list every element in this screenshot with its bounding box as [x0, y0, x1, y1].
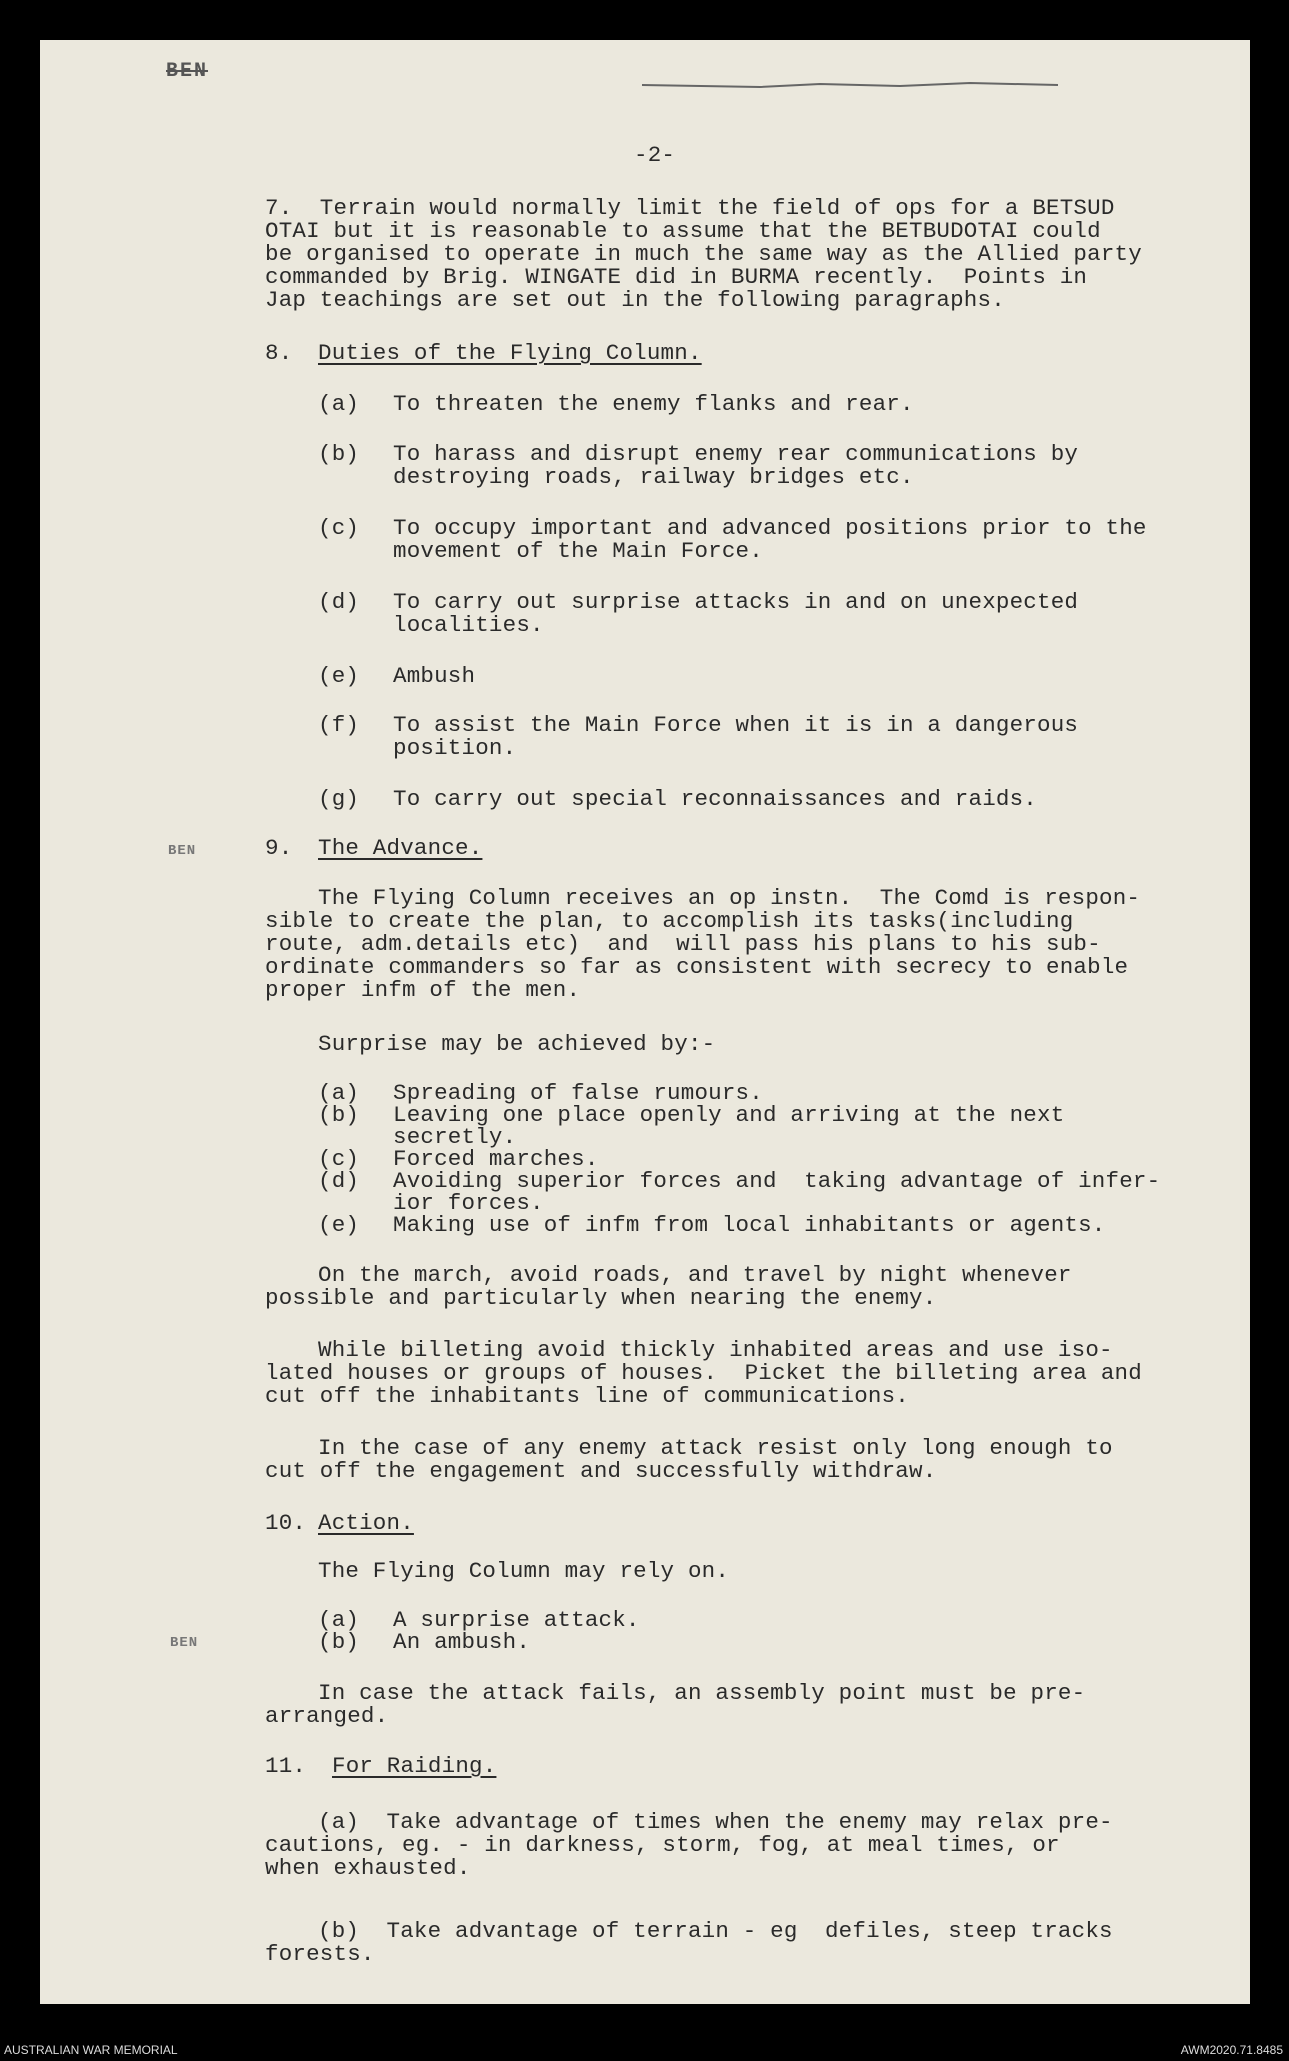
paragraph-line: Jap teachings are set out in the following paragraphs. [265, 287, 1005, 313]
paragraph-line: The Flying Column may rely on. [318, 1558, 730, 1584]
document-page [40, 40, 1250, 2004]
paragraph-line: The Flying Column receives an op instn. The Comd is respon- [318, 885, 1141, 911]
item-text: Spreading of false rumours. [393, 1080, 763, 1106]
section-heading: Duties of the Flying Column. [318, 340, 702, 366]
margin-stamp: BEN [168, 843, 197, 859]
item-text: Avoiding superior forces and taking advantage of infer- [393, 1168, 1161, 1194]
section-number: 11. [265, 1753, 307, 1779]
section-number: 8. [265, 340, 293, 366]
paragraph-line: Surprise may be achieved by:- [318, 1031, 716, 1057]
paragraph-line: (a) Take advantage of times when the enemy may relax pre- [318, 1809, 1113, 1835]
item-label: (e) [318, 663, 360, 689]
paragraph-line: proper infm of the men. [265, 977, 581, 1003]
paragraph-line: cut off the engagement and successfully withdraw. [265, 1458, 937, 1484]
footer-source: AUSTRALIAN WAR MEMORIAL [4, 2043, 178, 2057]
archive-footer [0, 2039, 1289, 2061]
item-label: (c) [318, 515, 360, 541]
item-label: (c) [318, 1146, 360, 1172]
paragraph-line: cut off the inhabitants line of communications. [265, 1383, 910, 1409]
item-text: position. [393, 735, 517, 761]
paragraph-line: ordinate commanders so far as consistent with secrecy to enable [265, 954, 1129, 980]
item-label: (b) [318, 1102, 360, 1128]
item-text: movement of the Main Force. [393, 538, 763, 564]
section-heading: For Raiding. [332, 1753, 497, 1779]
paragraph-line: arranged. [265, 1703, 389, 1729]
margin-stamp: BEN [170, 1635, 199, 1651]
item-text: To occupy important and advanced positions prior to the [393, 515, 1147, 541]
item-label: (d) [318, 1168, 360, 1194]
item-text: To carry out surprise attacks in and on unexpected [393, 589, 1079, 615]
item-label: (b) [318, 1629, 360, 1655]
page-number: -2- [634, 142, 676, 168]
paragraph-line: cautions, eg. - in darkness, storm, fog, at meal times, or [265, 1832, 1060, 1858]
item-label: (e) [318, 1212, 360, 1238]
paragraph-line: when exhausted. [265, 1855, 471, 1881]
section-heading: The Advance. [318, 835, 483, 861]
paragraph-line: route, adm.details etc) and will pass his plans to his sub- [265, 931, 1101, 957]
footer-accession-number: AWM2020.71.8485 [1180, 2043, 1283, 2057]
paragraph-line: commanded by Brig. WINGATE did in BURMA recently. Points in [265, 264, 1088, 290]
item-text: Leaving one place openly and arriving at the next [393, 1102, 1065, 1128]
paragraph-line: In case the attack fails, an assembly point must be pre- [318, 1680, 1086, 1706]
top-stamp: BEN [166, 60, 209, 83]
paragraph-line: be organised to operate in much the same way as the Allied party [265, 241, 1142, 267]
item-label: (d) [318, 589, 360, 615]
paragraph-line: possible and particularly when nearing the enemy. [265, 1285, 937, 1311]
item-text: To assist the Main Force when it is in a dangerous [393, 712, 1079, 738]
item-text: ior forces. [393, 1190, 544, 1216]
paragraph-line: forests. [265, 1941, 375, 1967]
section-heading: Action. [318, 1510, 414, 1536]
paragraph-line: OTAI but it is reasonable to assume that the BETBUDOTAI could [265, 218, 1101, 244]
item-text: Ambush [393, 663, 476, 689]
paragraph-line: On the march, avoid roads, and travel by night whenever [318, 1262, 1072, 1288]
item-label: (a) [318, 1080, 360, 1106]
paragraph-line: lated houses or groups of houses. Picket the billeting area and [265, 1360, 1142, 1386]
paragraph-line: While billeting avoid thickly inhabited areas and use iso- [318, 1337, 1113, 1363]
item-text: secretly. [393, 1124, 517, 1150]
item-text: localities. [393, 612, 544, 638]
paragraph-line: 7. Terrain would normally limit the field of ops for a BETSUD [265, 195, 1115, 221]
item-label: (f) [318, 712, 360, 738]
paragraph-line: (b) Take advantage of terrain - eg defiles, steep tracks [318, 1918, 1113, 1944]
section-number: 10. [265, 1510, 307, 1536]
section-number: 9. [265, 835, 293, 861]
pencil-scratch [640, 75, 1060, 93]
item-text: destroying roads, railway bridges etc. [393, 464, 914, 490]
item-text: A surprise attack. [393, 1607, 640, 1633]
paragraph-line: sible to create the plan, to accomplish its tasks(including [265, 908, 1074, 934]
item-text: To harass and disrupt enemy rear communications by [393, 441, 1079, 467]
item-label: (a) [318, 1607, 360, 1633]
paragraph-line: In the case of any enemy attack resist only long enough to [318, 1435, 1113, 1461]
item-text: An ambush. [393, 1629, 531, 1655]
item-text: To threaten the enemy flanks and rear. [393, 391, 914, 417]
item-label: (a) [318, 391, 360, 417]
item-label: (b) [318, 441, 360, 467]
item-text: Forced marches. [393, 1146, 599, 1172]
item-text: Making use of infm from local inhabitants or agents. [393, 1212, 1106, 1238]
item-text: To carry out special reconnaissances and raids. [393, 786, 1038, 812]
item-label: (g) [318, 786, 360, 812]
